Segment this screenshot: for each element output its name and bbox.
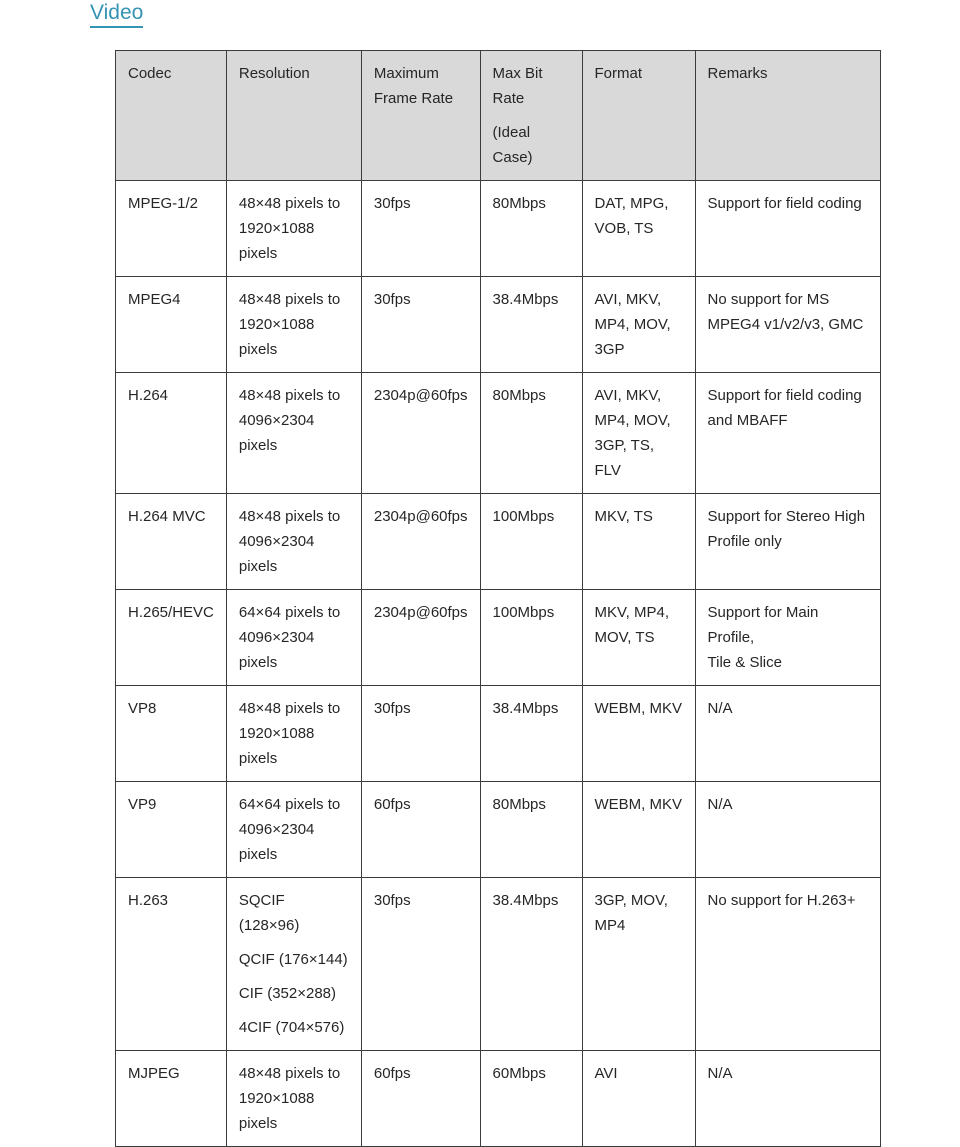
cell-remarks: Support for Stereo High Profile only	[695, 494, 880, 590]
cell-resolution: 48×48 pixels to 1920×1088 pixels	[226, 181, 361, 277]
section-heading	[90, 2, 960, 28]
table-row	[116, 782, 881, 878]
table-row	[116, 277, 881, 373]
cell-max_bit_rate: 80Mbps	[480, 782, 582, 878]
cell-codec: MJPEG	[116, 1051, 227, 1147]
cell-codec: VP8	[116, 686, 227, 782]
cell-max_bit_rate: 100Mbps	[480, 590, 582, 686]
table-row	[116, 373, 881, 494]
video-heading-link[interactable]: Video	[90, 2, 143, 28]
cell-resolution: 48×48 pixels to 4096×2304 pixels	[226, 373, 361, 494]
header-cell-codec: Codec	[116, 51, 227, 181]
table-row	[116, 494, 881, 590]
cell-format: 3GP, MOV, MP4	[582, 878, 695, 1051]
cell-codec: H.264	[116, 373, 227, 494]
cell-max_bit_rate: 38.4Mbps	[480, 277, 582, 373]
table-row	[116, 181, 881, 277]
cell-max_bit_rate: 80Mbps	[480, 181, 582, 277]
cell-max_frame_rate: 30fps	[361, 277, 480, 373]
cell-max_frame_rate: 30fps	[361, 181, 480, 277]
cell-remarks: No support for H.263+	[695, 878, 880, 1051]
cell-format: MKV, TS	[582, 494, 695, 590]
cell-remarks: N/A	[695, 782, 880, 878]
cell-resolution: 64×64 pixels to 4096×2304 pixels	[226, 782, 361, 878]
cell-max_frame_rate: 60fps	[361, 1051, 480, 1147]
header-cell-resolution: Resolution	[226, 51, 361, 181]
cell-codec: VP9	[116, 782, 227, 878]
cell-resolution: 48×48 pixels to 1920×1088 pixels	[226, 277, 361, 373]
cell-max_frame_rate: 2304p@60fps	[361, 590, 480, 686]
cell-max_frame_rate: 60fps	[361, 782, 480, 878]
cell-codec: H.265/HEVC	[116, 590, 227, 686]
cell-max_frame_rate: 2304p@60fps	[361, 373, 480, 494]
cell-max_frame_rate: 30fps	[361, 878, 480, 1051]
header-cell-max_bit_rate: Max Bit Rate (Ideal Case)	[480, 51, 582, 181]
cell-max_bit_rate: 80Mbps	[480, 373, 582, 494]
cell-format: WEBM, MKV	[582, 686, 695, 782]
cell-format: AVI	[582, 1051, 695, 1147]
table-row	[116, 590, 881, 686]
cell-max_frame_rate: 2304p@60fps	[361, 494, 480, 590]
cell-max_bit_rate: 38.4Mbps	[480, 878, 582, 1051]
cell-format: MKV, MP4, MOV, TS	[582, 590, 695, 686]
cell-max_bit_rate: 60Mbps	[480, 1051, 582, 1147]
video-codec-table	[115, 50, 881, 1147]
header-row	[116, 51, 881, 181]
cell-remarks: Support for field coding and MBAFF	[695, 373, 880, 494]
cell-max_bit_rate: 38.4Mbps	[480, 686, 582, 782]
cell-format: AVI, MKV, MP4, MOV, 3GP	[582, 277, 695, 373]
cell-resolution: 48×48 pixels to 4096×2304 pixels	[226, 494, 361, 590]
cell-resolution: SQCIF (128×96) QCIF (176×144) CIF (352×288) 4CIF (704×576)	[226, 878, 361, 1051]
cell-resolution: 48×48 pixels to 1920×1088 pixels	[226, 686, 361, 782]
cell-format: WEBM, MKV	[582, 782, 695, 878]
cell-resolution: 48×48 pixels to 1920×1088 pixels	[226, 1051, 361, 1147]
cell-remarks: N/A	[695, 686, 880, 782]
table-row	[116, 686, 881, 782]
cell-remarks: No support for MS MPEG4 v1/v2/v3, GMC	[695, 277, 880, 373]
cell-codec: MPEG-1/2	[116, 181, 227, 277]
table-row	[116, 878, 881, 1051]
cell-format: AVI, MKV, MP4, MOV, 3GP, TS, FLV	[582, 373, 695, 494]
cell-max_bit_rate: 100Mbps	[480, 494, 582, 590]
cell-resolution: 64×64 pixels to 4096×2304 pixels	[226, 590, 361, 686]
header-cell-max_frame_rate: Maximum Frame Rate	[361, 51, 480, 181]
cell-codec: H.264 MVC	[116, 494, 227, 590]
cell-remarks: N/A	[695, 1051, 880, 1147]
table-row	[116, 1051, 881, 1147]
cell-remarks: Support for field coding	[695, 181, 880, 277]
header-cell-remarks: Remarks	[695, 51, 880, 181]
header-cell-format: Format	[582, 51, 695, 181]
cell-codec: MPEG4	[116, 277, 227, 373]
cell-format: DAT, MPG, VOB, TS	[582, 181, 695, 277]
cell-codec: H.263	[116, 878, 227, 1051]
cell-max_frame_rate: 30fps	[361, 686, 480, 782]
cell-remarks: Support for Main Profile, Tile & Slice	[695, 590, 880, 686]
